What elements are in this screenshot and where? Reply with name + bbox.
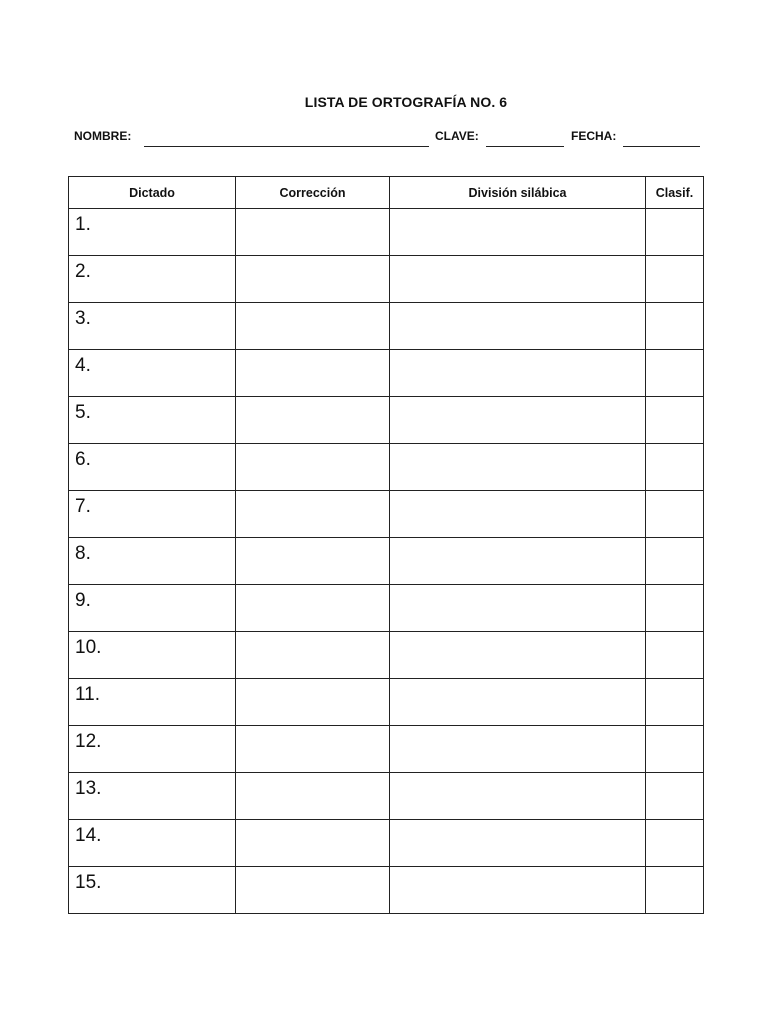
dictado-cell[interactable]	[69, 726, 236, 773]
nombre-label: NOMBRE:	[74, 129, 132, 143]
correccion-cell[interactable]	[236, 726, 390, 773]
row-number: 2.	[75, 261, 91, 282]
division-silabica-cell[interactable]	[390, 679, 646, 726]
table-row	[69, 820, 704, 867]
dictado-cell[interactable]	[69, 773, 236, 820]
correccion-cell[interactable]	[236, 632, 390, 679]
table-row	[69, 679, 704, 726]
correccion-cell[interactable]	[236, 444, 390, 491]
row-number: 9.	[75, 590, 91, 611]
table-row	[69, 773, 704, 820]
row-number: 1.	[75, 214, 91, 235]
dictado-cell[interactable]	[69, 209, 236, 256]
clasif-cell[interactable]	[646, 820, 704, 867]
dictado-cell[interactable]	[69, 867, 236, 914]
header-correccion: Corrección	[236, 177, 390, 209]
correccion-cell[interactable]	[236, 820, 390, 867]
row-number: 6.	[75, 449, 91, 470]
row-number: 3.	[75, 308, 91, 329]
table-row	[69, 632, 704, 679]
dictado-cell[interactable]	[69, 350, 236, 397]
table-row	[69, 256, 704, 303]
division-silabica-cell[interactable]	[390, 867, 646, 914]
page-title: LISTA DE ORTOGRAFÍA NO. 6	[304, 94, 508, 110]
table-row	[69, 867, 704, 914]
row-number: 11.	[75, 684, 101, 705]
clasif-cell[interactable]	[646, 585, 704, 632]
clasif-cell[interactable]	[646, 209, 704, 256]
dictado-cell[interactable]	[69, 397, 236, 444]
division-silabica-cell[interactable]	[390, 726, 646, 773]
correccion-cell[interactable]	[236, 209, 390, 256]
header-fields	[74, 129, 704, 149]
division-silabica-cell[interactable]	[390, 256, 646, 303]
clasif-cell[interactable]	[646, 397, 704, 444]
correccion-cell[interactable]	[236, 256, 390, 303]
table-row	[69, 350, 704, 397]
header-dictado: Dictado	[69, 177, 236, 209]
division-silabica-cell[interactable]	[390, 444, 646, 491]
fecha-label: FECHA:	[571, 129, 617, 143]
table-row	[69, 726, 704, 773]
header-division-silabica: División silábica	[390, 177, 646, 209]
header-clasif: Clasif.	[646, 177, 704, 209]
row-number: 13.	[75, 778, 102, 799]
table-row	[69, 397, 704, 444]
division-silabica-cell[interactable]	[390, 773, 646, 820]
fecha-blank-line[interactable]	[623, 146, 700, 147]
dictado-cell[interactable]	[69, 820, 236, 867]
dictado-cell[interactable]	[69, 632, 236, 679]
clasif-cell[interactable]	[646, 256, 704, 303]
correccion-cell[interactable]	[236, 679, 390, 726]
division-silabica-cell[interactable]	[390, 585, 646, 632]
clasif-cell[interactable]	[646, 491, 704, 538]
clasif-cell[interactable]	[646, 632, 704, 679]
table-row	[69, 209, 704, 256]
clasif-cell[interactable]	[646, 773, 704, 820]
clasif-cell[interactable]	[646, 867, 704, 914]
row-number: 15.	[75, 872, 102, 893]
row-number: 5.	[75, 402, 91, 423]
dictado-cell[interactable]	[69, 256, 236, 303]
clasif-cell[interactable]	[646, 726, 704, 773]
clasif-cell[interactable]	[646, 679, 704, 726]
division-silabica-cell[interactable]	[390, 491, 646, 538]
clasif-cell[interactable]	[646, 444, 704, 491]
correccion-cell[interactable]	[236, 773, 390, 820]
division-silabica-cell[interactable]	[390, 303, 646, 350]
table-row	[69, 491, 704, 538]
correccion-cell[interactable]	[236, 585, 390, 632]
dictado-cell[interactable]	[69, 585, 236, 632]
row-number: 12.	[75, 731, 102, 752]
dictado-cell[interactable]	[69, 444, 236, 491]
division-silabica-cell[interactable]	[390, 820, 646, 867]
table-header-row	[69, 177, 704, 209]
table-row	[69, 585, 704, 632]
row-number: 14.	[75, 825, 102, 846]
dictado-cell[interactable]	[69, 538, 236, 585]
correccion-cell[interactable]	[236, 538, 390, 585]
nombre-blank-line[interactable]	[144, 146, 429, 147]
table-row	[69, 538, 704, 585]
division-silabica-cell[interactable]	[390, 350, 646, 397]
row-number: 4.	[75, 355, 91, 376]
row-number: 7.	[75, 496, 91, 517]
division-silabica-cell[interactable]	[390, 397, 646, 444]
clave-blank-line[interactable]	[486, 146, 564, 147]
clasif-cell[interactable]	[646, 538, 704, 585]
division-silabica-cell[interactable]	[390, 209, 646, 256]
dictado-cell[interactable]	[69, 303, 236, 350]
division-silabica-cell[interactable]	[390, 632, 646, 679]
correccion-cell[interactable]	[236, 397, 390, 444]
clasif-cell[interactable]	[646, 350, 704, 397]
clave-label: CLAVE:	[435, 129, 479, 143]
spelling-table	[68, 176, 704, 914]
dictado-cell[interactable]	[69, 491, 236, 538]
row-number: 10.	[75, 637, 102, 658]
division-silabica-cell[interactable]	[390, 538, 646, 585]
row-number: 8.	[75, 543, 91, 564]
correccion-cell[interactable]	[236, 867, 390, 914]
dictado-cell[interactable]	[69, 679, 236, 726]
correccion-cell[interactable]	[236, 491, 390, 538]
correccion-cell[interactable]	[236, 350, 390, 397]
correccion-cell[interactable]	[236, 303, 390, 350]
table-row	[69, 303, 704, 350]
clasif-cell[interactable]	[646, 303, 704, 350]
table-row	[69, 444, 704, 491]
